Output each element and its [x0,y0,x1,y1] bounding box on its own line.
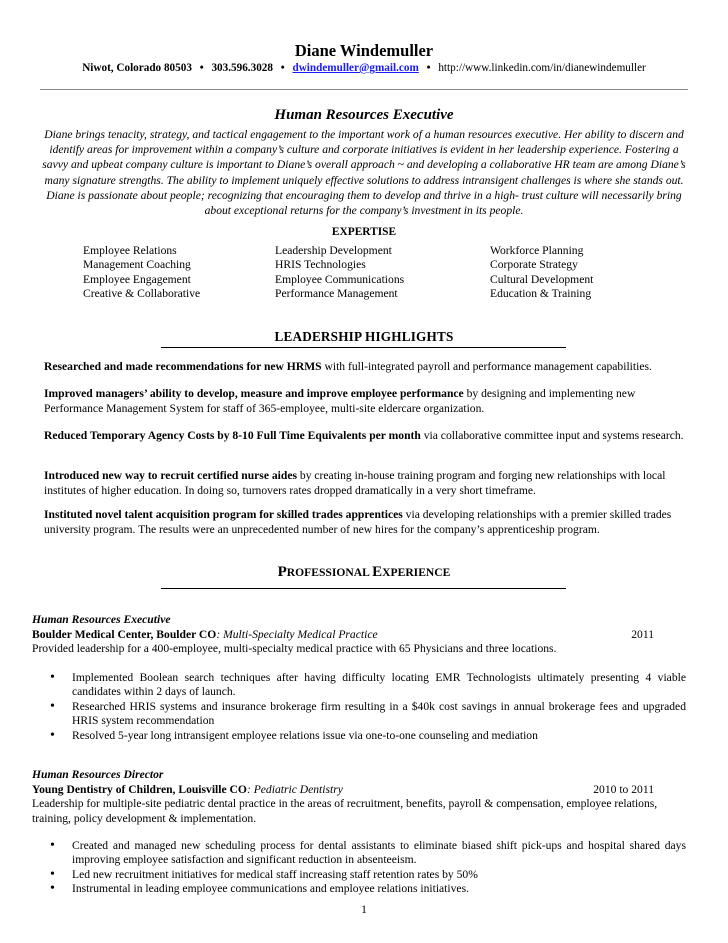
header-divider [40,89,688,90]
phone: 303.596.3028 [211,62,273,74]
expertise-column-1 [83,244,200,302]
expertise-item: Creative & Collaborative [83,287,201,301]
highlight-lead: Improved managers’ ability to develop, measure and improve employee performance [44,387,464,400]
expertise-item: Performance Management [275,287,398,301]
employer: Boulder Medical Center, Boulder CO [32,627,217,641]
highlight-text: via developing relationships with a premier skilled trades university program. The results were an unprecedented number of new hires for the company’s apprenticeship program. [44,508,672,536]
highlight-text: by designing and implementing new Performance Management System for staff of 365-employee, multi-site eldercare organization. [44,387,636,415]
bullet-separator: • [426,62,431,74]
highlight-text: by creating in-house training program and forging new relationships with local institutes of higher education. In doing so, turnovers rates dropped dramatically in a very short timeframe. [44,469,666,497]
expertise-column-3 [490,244,593,302]
job-bullets [50,839,686,897]
bullet-item: • Resolved 5-year long intransigent employee relations issue via one-to-one counseling and mediation [50,727,538,743]
job-title: Human Resources Director [32,768,164,781]
location: Niwot, Colorado 80503 [82,62,192,74]
bullet-item: • Created and managed new scheduling process for dental assistants to eliminate biased shift pick-ups and hospital shared days improving employee satisfaction and significant reduction in absenteeism. [50,838,686,867]
job-employer-row [32,628,692,643]
bullet-dot-icon: • [50,838,55,853]
highlight-item [44,429,692,444]
bullet-dot-icon: • [50,881,55,897]
highlight-item [44,387,692,416]
expertise-item: Employee Relations [83,244,177,257]
job-entry [32,768,692,826]
email-link[interactable]: dwindemuller@gmail.com [292,62,419,74]
highlights-heading: LEADERSHIP HIGHLIGHTS [274,329,454,344]
expertise-item: Corporate Strategy [490,258,578,272]
expertise-item: HRIS Technologies [275,258,366,272]
bullet-dot-icon: • [50,727,55,743]
highlight-text: with full-integrated payroll and performance management capabilities. [321,360,652,373]
highlight-item [44,360,692,375]
expertise-item: Employee Communications [275,272,405,286]
expertise-column-2 [275,244,404,302]
bullet-dot-icon: • [50,670,55,685]
profile-summary: Diane brings tenacity, strategy, and tactical engagement to the important work of a human resources executive. Her ability to discern and identify areas for improvement within a company’s culture and corporate initiatives is evident in her leadership experience. Fostering a savvy and upbeat company culture is important to Diane’s overall approach ~ and developing a collaborative HR team are among Diane’s many signature strengths. The ability to implement uniquely effective solutions to address intransigent challenges is where she stands out. Diane is passionate about people; recognizing that encouraging them to develop and thrive in a high- trust culture will necessarily bring about exceptional returns for the company’s investment in its people. [42,128,686,218]
job-title: Human Resources Executive [32,613,171,626]
employer: Young Dentistry of Children, Louisville CO [32,782,247,796]
experience-heading: PROFESSIONAL EXPERIENCE [277,564,451,580]
highlight-lead: Instituted novel talent acquisition program for skilled trades apprentices [44,508,403,521]
job-entry [32,613,692,657]
profile-title: Human Resources Executive [274,107,454,123]
highlight-item [44,508,692,537]
bullet-item: • Instrumental in leading employee communications and employee relations initiatives. [50,881,469,897]
job-date: 2010 to 2011 [593,782,654,796]
job-bullets [50,671,686,743]
expertise-heading: EXPERTISE [331,226,397,238]
bullet-item: • Researched HRIS systems and insurance brokerage firm resulting in a $40k cost savings in annual brokerage fees and upgraded HRIS system recommendation [50,698,686,728]
bullet-dot-icon: • [50,698,55,714]
expertise-item: Education & Training [490,287,592,301]
highlight-lead: Reduced Temporary Agency Costs by 8-10 Full Time Equivalents per month [44,429,421,442]
contact-line [0,62,728,74]
linkedin-url: http://www.linkedin.com/in/dianewindemuller [438,62,646,74]
highlights-underline [161,347,566,348]
expertise-item: Workforce Planning [490,244,584,257]
job-description: Provided leadership for a 400-employee, multi-specialty medical practice with 65 Physicians and three locations. [32,642,557,656]
expertise-item: Employee Engagement [83,272,191,286]
expertise-item: Cultural Development [490,272,594,286]
bullet-separator: • [199,62,204,74]
highlight-lead: Introduced new way to recruit certified nurse aides [44,469,297,482]
highlight-lead: Researched and made recommendations for new HRMS [44,360,322,373]
expertise-item: Management Coaching [83,258,191,272]
bullet-dot-icon: • [50,866,55,882]
job-date: 2011 [631,627,654,641]
expertise-item: Leadership Development [275,244,392,257]
highlight-text: via collaborative committee input and systems research. [420,429,684,442]
experience-underline [161,588,566,589]
employer-specialty: : Multi-Specialty Medical Practice [216,627,378,641]
employer-specialty: : Pediatric Dentistry [246,782,343,796]
highlight-item [44,469,692,498]
bullet-item: • Implemented Boolean search techniques after having difficulty locating EMR Technologists ultimately presenting 4 viable candidates within 2 days of launch. [50,670,686,699]
job-description: Leadership for multiple-site pediatric dental practice in the areas of recruitment, benefits, payroll & compensation, employee relations, training, policy development & implementation. [32,797,658,825]
bullet-item: • Led new recruitment initiatives for medical staff increasing staff retention rates by 50% [50,866,478,882]
bullet-separator: • [280,62,285,74]
job-employer-row [32,783,692,798]
page-number: 1 [361,903,367,916]
candidate-name: Diane Windemuller [294,41,434,60]
